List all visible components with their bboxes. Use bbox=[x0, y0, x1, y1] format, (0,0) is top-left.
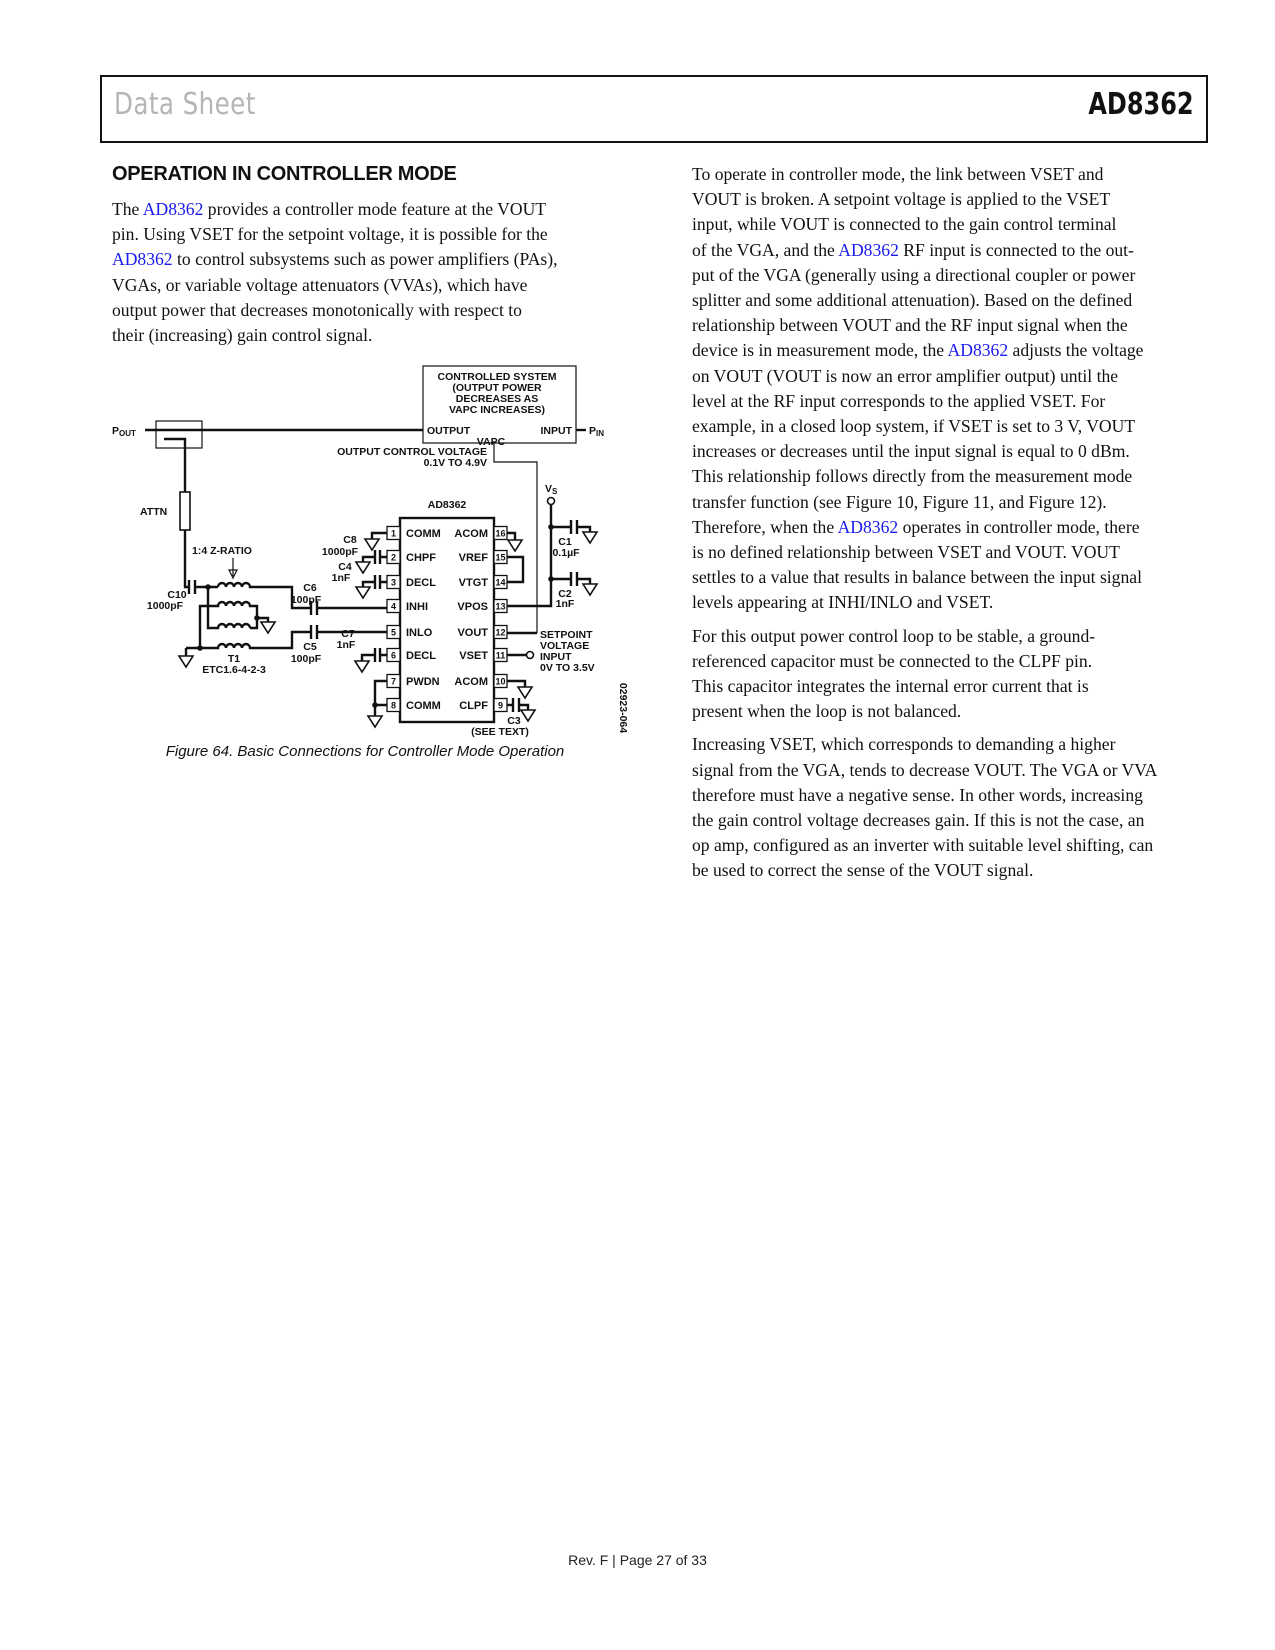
attenuator-resistor bbox=[180, 492, 190, 530]
ad8362-link[interactable]: AD8362 bbox=[947, 340, 1009, 361]
text-line: be used to correct the sense of the VOUT signal. bbox=[692, 860, 1034, 881]
text-line: increases or decreases until the input signal is equal to 0 dBm. bbox=[692, 441, 1130, 462]
text-line: relationship between VOUT and the RF input signal when the bbox=[692, 315, 1128, 336]
setpoint-label: VOLTAGE bbox=[540, 640, 590, 652]
text-line: AD8362 to control subsystems such as power amplifiers (PAs), bbox=[112, 249, 558, 270]
text-line: settles to a value that results in balance between the input signal bbox=[692, 567, 1142, 588]
text-line: put of the VGA (generally using a directional coupler or power bbox=[692, 264, 1136, 285]
transformer-winding bbox=[208, 587, 250, 628]
pin-number: 11 bbox=[495, 650, 506, 661]
text-line: To operate in controller mode, the link between VSET and bbox=[692, 164, 1104, 184]
pout-label: POUT bbox=[112, 425, 136, 438]
junction-dot bbox=[197, 645, 203, 651]
controlled-system-label: CONTROLLED SYSTEM bbox=[437, 371, 557, 383]
text-line: output power that decreases monotonically with respect to bbox=[112, 299, 522, 320]
pin-name: VTGT bbox=[458, 577, 488, 589]
pin-number: 16 bbox=[495, 528, 506, 539]
c8-value: 1000pF bbox=[321, 546, 359, 558]
page-footer: Rev. F | Page 27 of 33 bbox=[568, 1552, 707, 1568]
c5-label: C5 bbox=[303, 641, 317, 653]
text-line: referenced capacitor must be connected to the CLPF pin. bbox=[692, 650, 1093, 671]
text-line: signal from the VGA, tends to decrease VOUT. The VGA or VVA bbox=[692, 759, 1158, 780]
coupler-wire bbox=[164, 439, 185, 492]
pin-name: DECL bbox=[406, 577, 436, 589]
c8-label: C8 bbox=[343, 534, 357, 546]
c7-value: 1nF bbox=[336, 639, 356, 651]
pin-name: INLO bbox=[406, 627, 433, 639]
pin-number: 12 bbox=[495, 627, 506, 638]
text-line: on VOUT (VOUT is now an error amplifier output) until the bbox=[692, 365, 1119, 386]
pin-name: DECL bbox=[406, 650, 436, 662]
c6-label: C6 bbox=[303, 582, 317, 594]
pin-number: 3 bbox=[390, 577, 397, 588]
text-line: their (increasing) gain control signal. bbox=[112, 325, 373, 346]
ad8362-link[interactable]: AD8362 bbox=[142, 199, 204, 219]
c7-label: C7 bbox=[341, 628, 355, 640]
ground-icon bbox=[261, 622, 275, 633]
ground-icon bbox=[583, 584, 597, 595]
pin-name: INHI bbox=[406, 601, 428, 613]
text-line: The AD8362 provides a controller mode feature at the VOUT bbox=[112, 199, 547, 219]
c4-label: C4 bbox=[338, 561, 352, 573]
junction-dot bbox=[254, 615, 260, 621]
t1-label: T1 bbox=[227, 653, 241, 665]
pin-name: COMM bbox=[406, 700, 441, 712]
text-line: therefore must have a negative sense. In other words, increasing bbox=[692, 784, 1143, 805]
c6-value: 100pF bbox=[290, 594, 322, 606]
controlled-system-label: VAPC INCREASES) bbox=[448, 404, 546, 416]
vs-terminal bbox=[548, 498, 555, 505]
text-line: the gain control voltage decreases gain. If this is not the case, an bbox=[692, 810, 1145, 831]
text-line: Therefore, when the AD8362 operates in controller mode, there bbox=[692, 516, 1140, 537]
setpoint-label: INPUT bbox=[540, 651, 572, 663]
section-heading: OPERATION IN CONTROLLER MODE bbox=[112, 163, 457, 185]
setpoint-terminal bbox=[527, 652, 534, 659]
text-line: This capacitor integrates the internal error current that is bbox=[692, 676, 1089, 697]
text-line: Increasing VSET, which corresponds to demanding a higher bbox=[692, 734, 1116, 755]
text-line: present when the loop is not balanced. bbox=[692, 701, 962, 722]
text-line: pin. Using VSET for the setpoint voltage, it is possible for the bbox=[112, 224, 548, 245]
text-line: transfer function (see Figure 10, Figure 11, and Figure 12). bbox=[692, 491, 1107, 512]
text-line: of the VGA, and the AD8362 RF input is connected to the out- bbox=[692, 239, 1134, 260]
figure-code: 02923-064 bbox=[617, 682, 629, 734]
pin-number: 14 bbox=[495, 577, 506, 588]
c5-value: 100pF bbox=[290, 653, 322, 665]
pin-number: 7 bbox=[390, 676, 397, 687]
setpoint-label: SETPOINT bbox=[540, 629, 593, 641]
header-part-number: AD8362 bbox=[1088, 87, 1194, 122]
text-line: example, in a closed loop system, if VSET is set to 3 V, VOUT bbox=[692, 416, 1136, 437]
pin-name: PWDN bbox=[406, 676, 440, 688]
pin-number: 2 bbox=[390, 552, 397, 563]
text-line: This relationship follows directly from the measurement mode bbox=[692, 466, 1133, 487]
ground-icon bbox=[521, 710, 535, 721]
pin-name: CLPF bbox=[459, 700, 488, 712]
text-line: op amp, configured as an inverter with suitable level shifting, can bbox=[692, 835, 1154, 856]
z-ratio-label: 1:4 Z-RATIO bbox=[192, 545, 252, 557]
vpos-wire bbox=[507, 505, 551, 606]
pin-name: ACOM bbox=[454, 528, 488, 540]
ground-icon bbox=[508, 540, 522, 551]
ad8362-link[interactable]: AD8362 bbox=[112, 249, 173, 270]
pin-label: PIN bbox=[589, 425, 605, 438]
vref-vtgt-wire bbox=[507, 557, 523, 582]
ground-icon bbox=[518, 687, 532, 698]
text-line: VOUT is broken. A setpoint voltage is applied to the VSET bbox=[692, 189, 1111, 210]
c10-capacitor bbox=[185, 530, 218, 594]
attn-label: ATTN bbox=[140, 506, 168, 518]
junction-dot bbox=[205, 584, 211, 590]
ground-icon bbox=[179, 656, 193, 667]
text-line: is no defined relationship between VSET and VOUT. VOUT bbox=[692, 542, 1120, 563]
z-ratio-arrow-icon bbox=[229, 558, 237, 578]
setpoint-range: 0V TO 3.5V bbox=[540, 662, 595, 674]
pin-name: COMM bbox=[406, 528, 441, 540]
chip-name: AD8362 bbox=[427, 499, 467, 511]
ground-wire bbox=[372, 533, 387, 539]
t1-part: ETC1.6-4-2-3 bbox=[202, 664, 266, 676]
controlled-system-label: (OUTPUT POWER bbox=[452, 382, 542, 394]
chip-body bbox=[400, 518, 494, 722]
pin-name: VREF bbox=[458, 552, 488, 564]
ground-wire bbox=[507, 533, 515, 540]
pin-name: VOUT bbox=[457, 627, 488, 639]
ground-wire bbox=[507, 681, 525, 687]
c10-label: C10 bbox=[167, 589, 187, 601]
c2-value: 1nF bbox=[555, 598, 575, 610]
header-doc-type: Data Sheet bbox=[114, 87, 256, 122]
junction-dot bbox=[548, 524, 554, 530]
input-label: INPUT bbox=[540, 425, 572, 437]
c2-label: C2 bbox=[558, 588, 572, 600]
text-line: device is in measurement mode, the AD8362 adjusts the voltage bbox=[692, 340, 1144, 361]
ground-icon bbox=[355, 661, 369, 672]
pin-number: 13 bbox=[495, 601, 506, 612]
junction-dot bbox=[548, 576, 554, 582]
vs-label: VS bbox=[545, 483, 558, 496]
text-line: splitter and some additional attenuation). Based on the defined bbox=[692, 290, 1133, 311]
pin-name: ACOM bbox=[454, 676, 488, 688]
c7-capacitor bbox=[362, 648, 387, 662]
ad8362-link[interactable]: AD8362 bbox=[838, 239, 899, 260]
text-line: input, while VOUT is connected to the gain control terminal bbox=[692, 214, 1117, 235]
pin-number: 8 bbox=[390, 700, 397, 711]
c4-value: 1nF bbox=[331, 572, 351, 584]
ad8362-link[interactable]: AD8362 bbox=[837, 516, 899, 537]
controlled-system-label: DECREASES AS bbox=[455, 393, 539, 405]
junction-dot bbox=[372, 702, 378, 708]
pin-number: 6 bbox=[390, 650, 397, 661]
ground-icon bbox=[365, 539, 379, 550]
c1-value: 0.1µF bbox=[552, 547, 580, 559]
text-line: level at the RF input corresponds to the applied VSET. For bbox=[692, 390, 1106, 411]
pin-name: VSET bbox=[459, 650, 488, 662]
pin-number: 10 bbox=[495, 676, 506, 687]
ground-icon bbox=[368, 716, 382, 727]
pin-number: 4 bbox=[390, 601, 397, 612]
output-label: OUTPUT bbox=[427, 425, 471, 437]
c1-label: C1 bbox=[558, 536, 572, 548]
output-control-label: OUTPUT CONTROL VOLTAGE bbox=[337, 446, 487, 458]
text-line: levels appearing at INHI/INLO and VSET. bbox=[692, 592, 994, 613]
ground-icon bbox=[356, 587, 370, 598]
pin-number: 1 bbox=[390, 528, 397, 539]
c10-value: 1000pF bbox=[146, 600, 184, 612]
pin-name: VPOS bbox=[457, 601, 488, 613]
ground-icon bbox=[356, 562, 370, 573]
output-control-range: 0.1V TO 4.9V bbox=[423, 457, 487, 469]
directional-coupler bbox=[156, 421, 202, 448]
ground-icon bbox=[583, 532, 597, 543]
c3-note: (SEE TEXT) bbox=[471, 726, 529, 738]
pin-number: 5 bbox=[390, 627, 397, 638]
pwdn-wire bbox=[375, 681, 387, 716]
pin-number: 15 bbox=[495, 552, 506, 563]
c3-label: C3 bbox=[507, 715, 521, 727]
pin-number: 9 bbox=[497, 700, 504, 711]
text-line: VGAs, or variable voltage attenuators (VVAs), which have bbox=[112, 274, 528, 295]
text-line: For this output power control loop to be stable, a ground- bbox=[692, 625, 1096, 646]
vapc-label: VAPC bbox=[476, 436, 506, 448]
pin-name: CHPF bbox=[406, 552, 436, 564]
figure-caption: Figure 64. Basic Connections for Controller Mode Operation bbox=[165, 743, 565, 760]
